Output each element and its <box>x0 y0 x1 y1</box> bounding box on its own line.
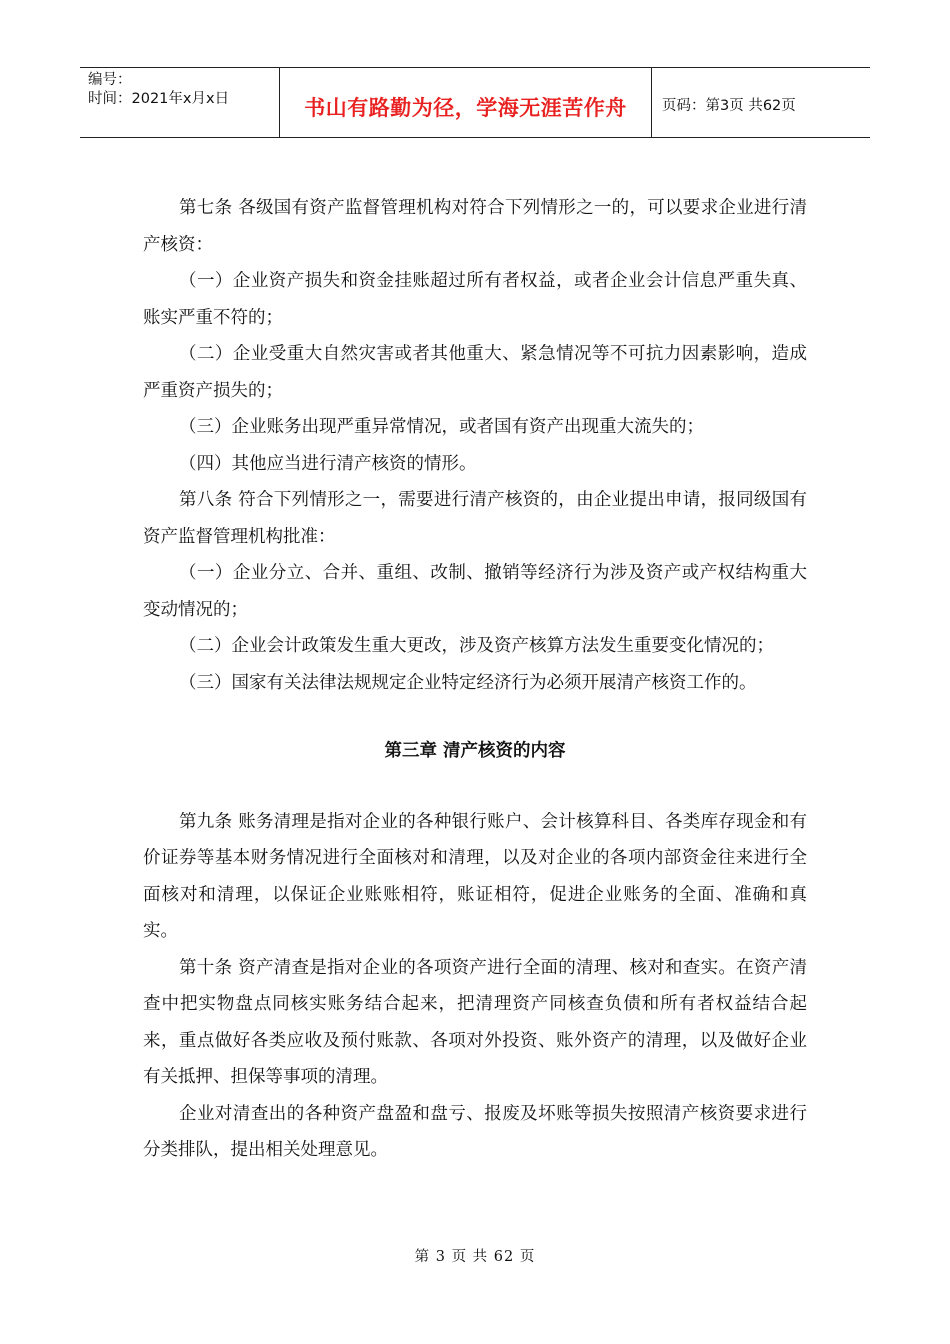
document-time-label: 时间：2021年x月x日 <box>88 91 230 107</box>
article-8-item-2: （二）企业会计政策发生重大更改，涉及资产核算方法发生重要变化情况的； <box>179 636 774 656</box>
article-10: 第十条 资产清查是指对企业的各项资产进行全面的清理、核对和查实。在资产清查中把实物盘点同核实账务结合起来，把清理资产同核查负债和所有者权益结合起来，重点做好各类应收及预付账款、各项对外投资、账外资产的清理，以及做好企业有关抵押、担保等事项的清理。 <box>143 957 807 1087</box>
article-7-item-1: （一）企业资产损失和资金挂账超过所有者权益，或者企业会计信息严重失真、账实严重不符的； <box>143 271 807 328</box>
document-number-label: 编号： <box>88 72 132 88</box>
chapter-title: 第三章 清产核资的内容 <box>384 741 566 761</box>
header-motto: 书山有路勤为径，学海无涯苦作舟 <box>304 95 627 120</box>
header-page-info-cell <box>652 68 870 137</box>
header-page-info: 页码：第3页 共62页 <box>662 97 796 114</box>
page-footer: 第 3 页 共 62 页 <box>414 1249 536 1265</box>
document-body <box>143 190 807 1169</box>
header-meta <box>80 68 280 137</box>
article-7-item-3: （三）企业账务出现严重异常情况，或者国有资产出现重大流失的； <box>179 417 704 437</box>
article-10-followup: 企业对清查出的各种资产盘盈和盘亏、报废及坏账等损失按照清产核资要求进行分类排队，提出相关处理意见。 <box>143 1103 807 1160</box>
article-8-item-1: （一）企业分立、合并、重组、改制、撤销等经济行为涉及资产或产权结构重大变动情况的； <box>143 563 807 620</box>
article-7: 第七条 各级国有资产监督管理机构对符合下列情形之一的，可以要求企业进行清产核资： <box>143 198 807 255</box>
article-9: 第九条 账务清理是指对企业的各种银行账户、会计核算科目、各类库存现金和有价证券等基本财务情况进行全面核对和清理，以及对企业的各项内部资金往来进行全面核对和清理，以保证企业账账相符，账证相符，促进企业账务的全面、准确和真实。 <box>143 811 807 941</box>
article-7-item-2: （二）企业受重大自然灾害或者其他重大、紧急情况等不可抗力因素影响，造成严重资产损失的； <box>143 344 807 401</box>
header-motto-cell <box>280 68 652 137</box>
article-8: 第八条 符合下列情形之一，需要进行清产核资的，由企业提出申请，报同级国有资产监督管理机构批准： <box>143 490 807 547</box>
article-7-item-4: （四）其他应当进行清产核资的情形。 <box>179 453 477 474</box>
page-header <box>80 67 870 138</box>
article-8-item-3: （三）国家有关法律法规规定企业特定经济行为必须开展清产核资工作的。 <box>179 672 757 693</box>
